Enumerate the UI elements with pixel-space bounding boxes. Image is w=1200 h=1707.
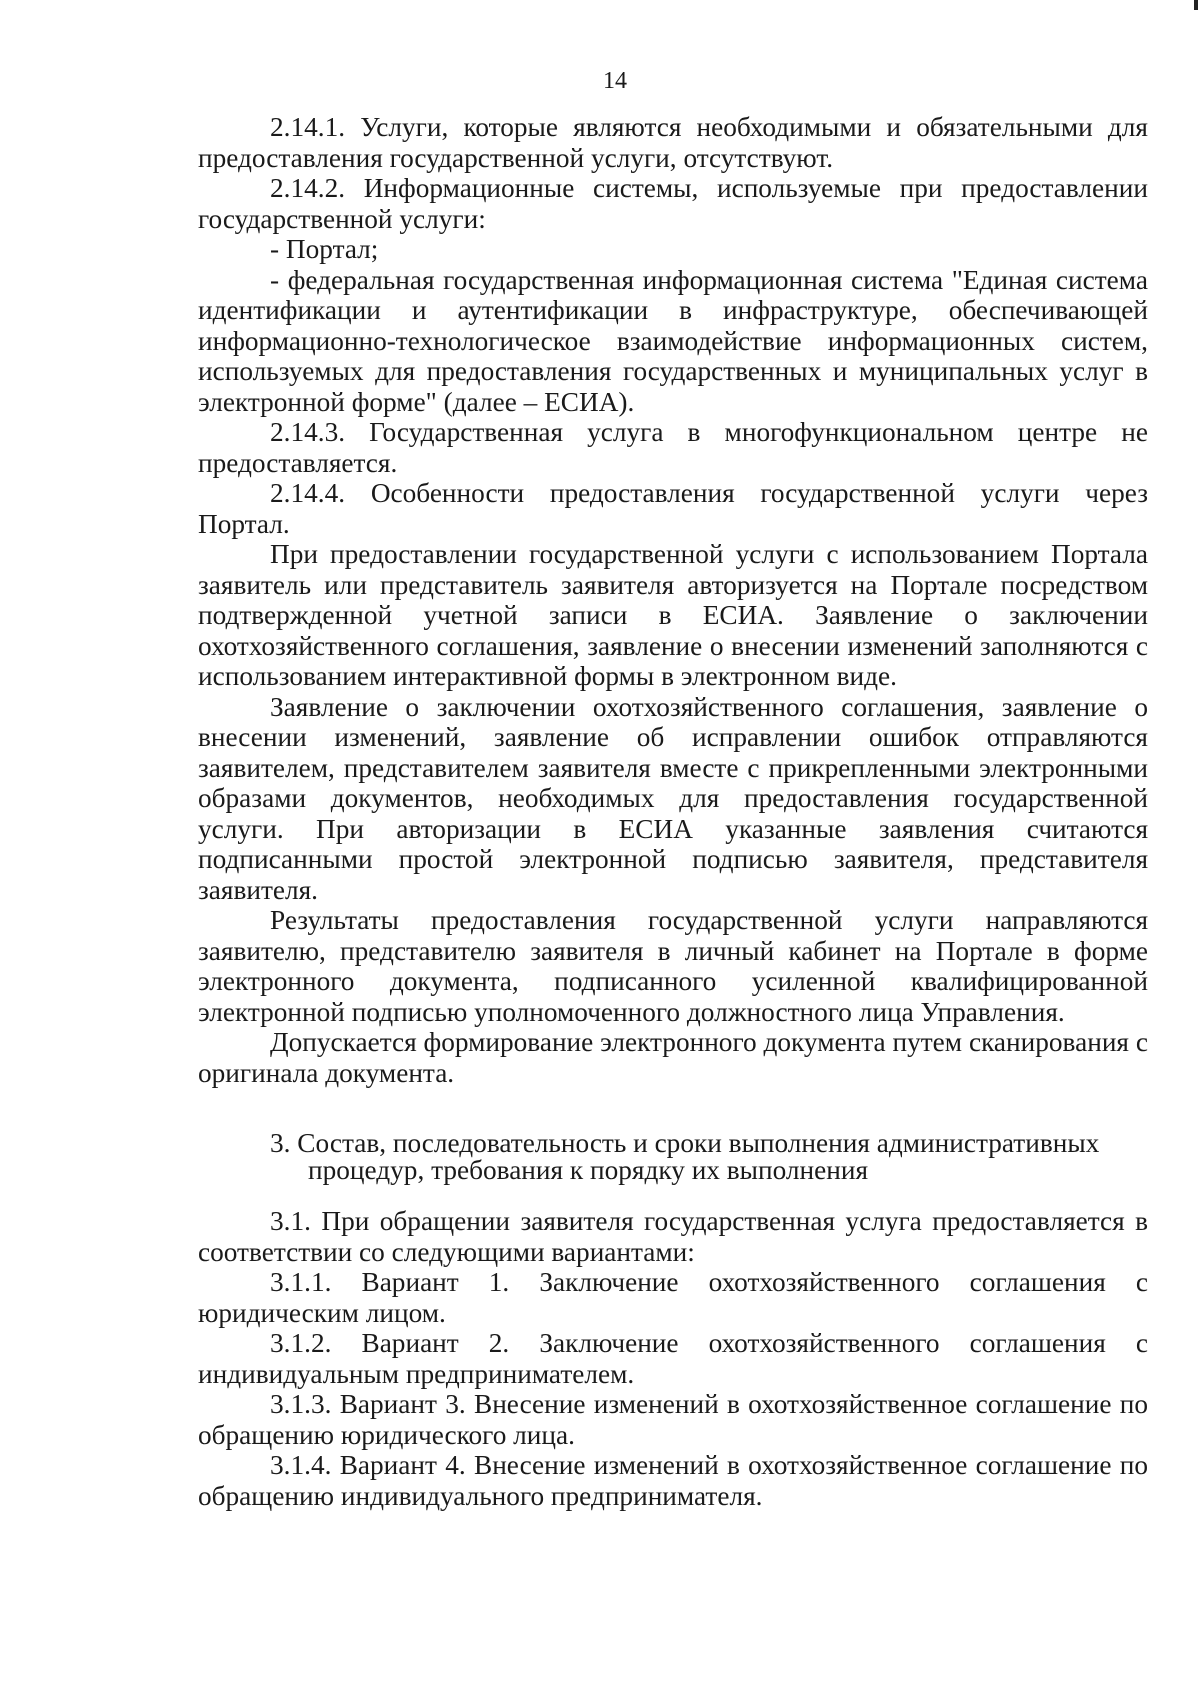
paragraph-3-1: 3.1. При обращении заявителя государственная услуга предоставляется в соответствии со следующими вариантами: [198, 1206, 1148, 1267]
paragraph-3-1-1: 3.1.1. Вариант 1. Заключение охотхозяйственного соглашения с юридическим лицом. [198, 1267, 1148, 1328]
list-item-portal: - Портал; [270, 234, 379, 264]
page-number: 14 [603, 68, 627, 94]
paragraph-portal-authorization: При предоставлении государственной услуги с использованием Портала заявитель или представитель заявителя авторизуется на Портале посредством подтвержденной учетной записи в ЕСИА. Заявление о заключении охотхозяйственного соглашения, заявление о внесении изменений заполняются с использованием интерактивной формы в электронном виде. [198, 539, 1148, 691]
paragraph-2-14-3: 2.14.3. Государственная услуга в многофункциональном центре не предоставляется. [198, 417, 1148, 478]
list-item-esia: - федеральная государственная информационная система "Единая система идентификации и аутентификации в инфраструктуре, обеспечивающей информационно-технологическое взаимодействие информационных систем, используемых для предоставления государственных и муниципальных услуг в электронной форме" (далее – ЕСИА). [198, 264, 1148, 417]
paragraph-3-1-2: 3.1.2. Вариант 2. Заключение охотхозяйственного соглашения с индивидуальным предпринимателем. [198, 1328, 1148, 1389]
paragraph-3-1-3: 3.1.3. Вариант 3. Внесение изменений в охотхозяйственное соглашение по обращению юридического лица. [198, 1389, 1148, 1450]
section-heading [198, 1130, 1148, 1184]
paragraph-3-1-4: 3.1.4. Вариант 4. Внесение изменений в охотхозяйственное соглашение по обращению индивидуального предпринимателя. [198, 1450, 1148, 1511]
paragraph-2-14-4: 2.14.4. Особенности предоставления государственной услуги через Портал. [198, 478, 1148, 539]
paragraph-results: Результаты предоставления государственной услуги направляются заявителю, представителю заявителя в личный кабинет на Портале в форме электронного документа, подписанного усиленной квалифицированной электронной подписью уполномоченного должностного лица Управления. [198, 905, 1148, 1027]
paragraph-applications-sending: Заявление о заключении охотхозяйственного соглашения, заявление о внесении изменений, заявление об исправлении ошибок отправляются заявителем, представителем заявителя вместе с прикрепленными электронными образами документов, необходимых для предоставления государственной услуги. При авторизации в ЕСИА указанные заявления считаются подписанными простой электронной подписью заявителя, представителя заявителя. [198, 691, 1148, 905]
paragraph-2-14-2: 2.14.2. Информационные системы, используемые при предоставлении государственной услуги: [198, 173, 1148, 234]
scan-edge-mark [1194, 0, 1198, 10]
section-heading-line1: 3. Состав, последовательность и сроки выполнения административных [270, 1128, 1100, 1158]
paragraph-scanning: Допускается формирование электронного документа путем сканирования с оригинала документа. [198, 1027, 1148, 1088]
document-body [198, 112, 1148, 1511]
section-heading-line2: процедур, требования к порядку их выполнения [308, 1155, 869, 1185]
paragraph-2-14-1: 2.14.1. Услуги, которые являются необходимыми и обязательными для предоставления государственной услуги, отсутствуют. [198, 112, 1148, 173]
